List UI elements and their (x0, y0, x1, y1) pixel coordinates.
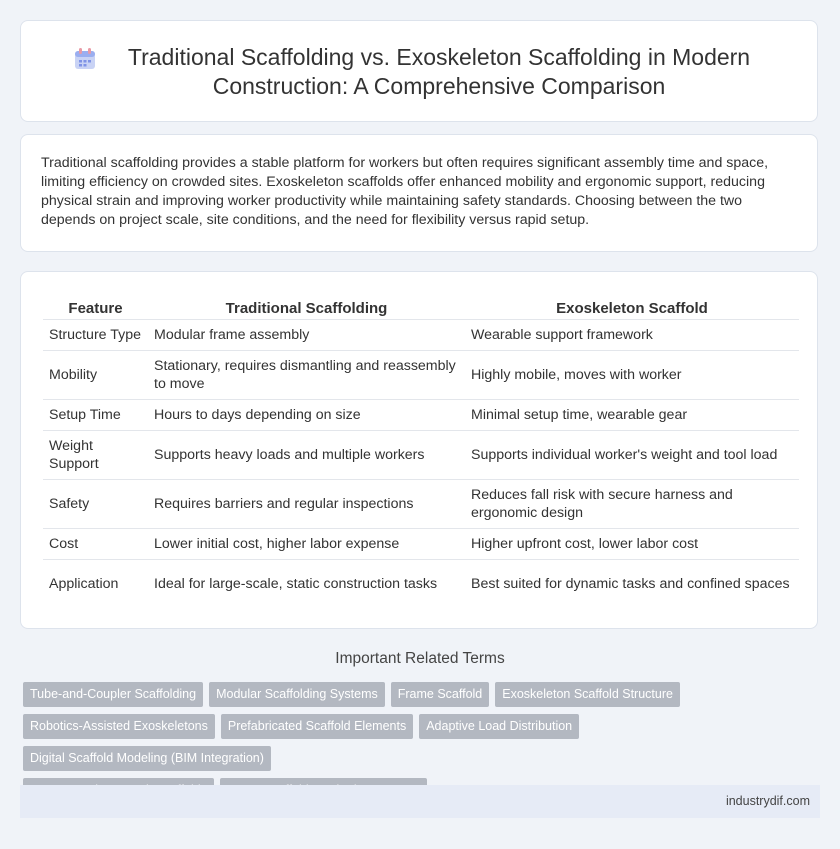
cell-traditional: Lower initial cost, higher labor expense (148, 529, 465, 560)
table-header-row (43, 297, 799, 320)
related-term-tag[interactable]: Frame Scaffold (391, 682, 490, 707)
cell-traditional: Supports heavy loads and multiple workers (148, 431, 465, 480)
cell-exoskeleton: Higher upfront cost, lower labor cost (465, 529, 799, 560)
footer-site-link[interactable]: industrydif.com (725, 794, 810, 808)
cell-feature: Setup Time (43, 400, 148, 431)
table-row (43, 320, 799, 351)
cell-exoskeleton: Best suited for dynamic tasks and confined spaces (465, 560, 799, 609)
cell-feature: Cost (43, 529, 148, 560)
table-row (43, 529, 799, 560)
cell-feature: Weight Support (43, 431, 148, 480)
cell-exoskeleton: Minimal setup time, wearable gear (465, 400, 799, 431)
related-term-tag[interactable]: Prefabricated Scaffold Elements (221, 714, 413, 739)
intro-paragraph: Traditional scaffolding provides a stable platform for workers but often requires significant assembly time and space, limiting efficiency on crowded sites. Exoskeleton scaffolds offer enhanced mobility and ergonomic support, reducing physical strain and improving worker productivity while maintaining safety standards. Choosing between the two depends on project scale, site conditions, and the need for flexibility versus rapid setup. (41, 155, 769, 228)
related-term-tag[interactable]: Exoskeleton Scaffold Structure (495, 682, 680, 707)
cell-exoskeleton: Wearable support framework (465, 320, 799, 351)
footer (20, 785, 820, 818)
related-terms-title: Important Related Terms (335, 650, 505, 667)
cell-feature: Safety (43, 480, 148, 529)
cell-traditional: Modular frame assembly (148, 320, 465, 351)
related-term-tag[interactable]: Modular Scaffolding Systems (209, 682, 385, 707)
table-row (43, 480, 799, 529)
cell-traditional: Requires barriers and regular inspections (148, 480, 465, 529)
table-row (43, 351, 799, 400)
related-term-tag[interactable]: Robotics-Assisted Exoskeletons (23, 714, 215, 739)
cell-traditional: Hours to days depending on size (148, 400, 465, 431)
cell-exoskeleton: Reduces fall risk with secure harness and ergonomic design (465, 480, 799, 529)
cell-exoskeleton: Supports individual worker's weight and tool load (465, 431, 799, 480)
cell-traditional: Stationary, requires dismantling and reassembly to move (148, 351, 465, 400)
header-feature: Feature (68, 299, 123, 317)
title-card (20, 20, 818, 122)
page-title: Traditional Scaffolding vs. Exoskeleton Scaffolding in Modern Construction: A Comprehensive Comparison (127, 44, 751, 99)
related-term-tag[interactable]: Tube-and-Coupler Scaffolding (23, 682, 203, 707)
cell-feature: Mobility (43, 351, 148, 400)
related-term-tag[interactable]: Adaptive Load Distribution (419, 714, 579, 739)
cell-exoskeleton: Highly mobile, moves with worker (465, 351, 799, 400)
cell-traditional: Ideal for large-scale, static construction tasks (148, 560, 465, 609)
table-row (43, 431, 799, 480)
related-term-tag[interactable]: Digital Scaffold Modeling (BIM Integration) (23, 746, 271, 771)
table-row (43, 400, 799, 431)
header-traditional: Traditional Scaffolding (225, 299, 388, 317)
header-exoskeleton: Exoskeleton Scaffold (556, 299, 708, 317)
cell-feature: Structure Type (43, 320, 148, 351)
comparison-table (43, 297, 799, 608)
table-row (43, 560, 799, 609)
cell-feature: Application (43, 560, 148, 609)
intro-card (20, 134, 818, 252)
comparison-card (20, 271, 818, 629)
